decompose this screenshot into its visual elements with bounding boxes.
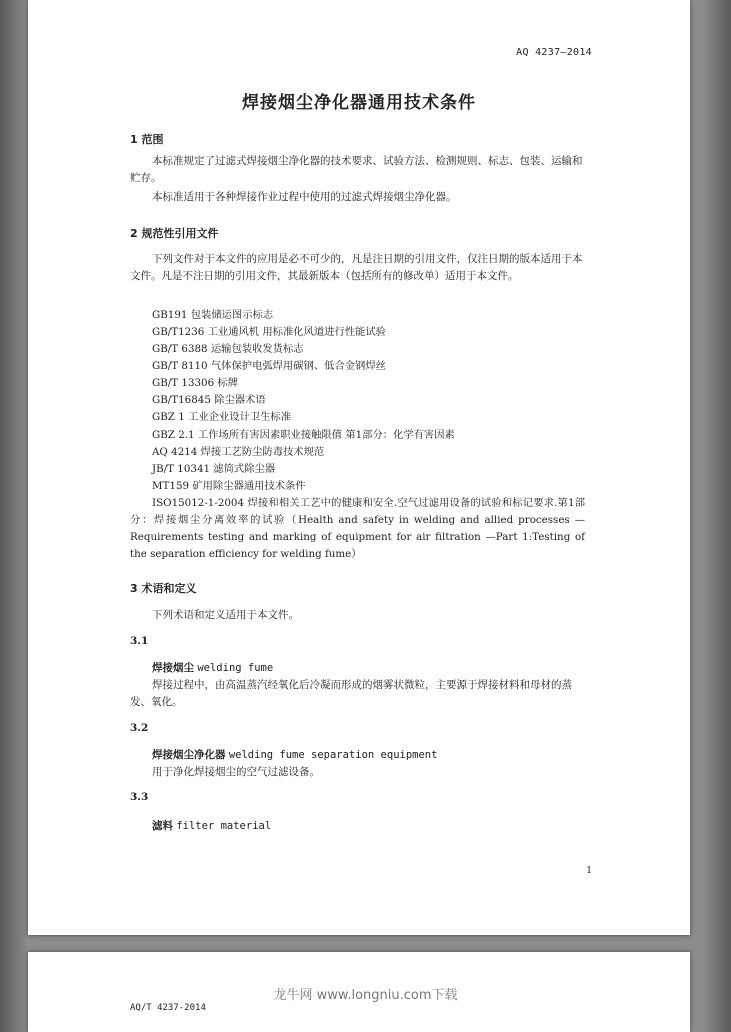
section-3-heading: 3 术语和定义 [130,582,197,595]
section-1-paragraph-1: 本标准规定了过滤式焊接烟尘净化器的技术要求、试验方法、检测规则、标志、包装、运输和贮存。 [130,155,583,184]
reference-item: GB/T1236 工业通风机 用标准化风道进行性能试验 [152,326,386,338]
document-title: 焊接烟尘净化器通用技术条件 [242,93,476,113]
term-3-1-definition: 焊接过程中，由高温蒸汽经氧化后冷凝而形成的烟雾状微粒，主要源于焊接材料和母材的蒸发、氧化。 [130,679,572,708]
reference-item: GB/T 8110 气体保护电弧焊用碳钢、低合金钢焊丝 [152,360,386,372]
section-3-intro: 下列术语和定义适用于本文件。 [152,609,299,621]
term-3-3-title [152,818,271,833]
section-1-heading: 1 范围 [130,133,164,146]
term-3-1-number: 3.1 [130,635,149,647]
page-number: 1 [586,866,592,876]
reference-iso: ISO15012-1-2004 焊接和相关工艺中的健康和安全.空气过滤用设备的试验和标记要求.第1部分：焊接烟尘分离效率的试验（Health and safety in welding and allied processes — Requirements testing and marking of equipment for air filtration —Part 1:Testing of the separation efficiency for welding fume） [130,497,585,560]
section-1-paragraph-2: 本标准适用于各种焊接作业过程中使用的过滤式焊接烟尘净化器。 [152,191,457,203]
reference-item: MT159 矿用除尘器通用技术条件 [152,480,306,492]
term-3-3-number: 3.3 [130,791,149,803]
term-3-1-en: welding fume [197,662,274,674]
watermark-text: 龙牛网 www.longniu.com下载 [273,988,458,1003]
term-3-2-zh: 焊接烟尘净化器 [152,749,226,761]
reference-item: JB/T 10341 滤筒式除尘器 [152,463,276,475]
reference-item: GB/T 13306 标牌 [152,377,239,389]
reference-item: AQ 4214 焊接工艺防尘防毒技术规范 [152,446,325,458]
term-3-2-number: 3.2 [130,722,149,734]
section-2-heading: 2 规范性引用文件 [130,227,219,240]
section-2-paragraph-1: 下列文件对于本文件的应用是必不可少的，凡是注日期的引用文件，仅注日期的版本适用于本文件。凡是不注日期的引用文件，其最新版本（包括所有的修改单）适用于本文件。 [130,253,583,282]
term-3-2-en: welding fume separation equipment [228,749,438,761]
reference-item: GB/T16845 除尘器术语 [152,394,266,406]
term-3-1-zh: 焊接烟尘 [152,662,194,674]
page-2-document-code: AQ/T 4237-2014 [130,1003,206,1013]
term-3-3-zh: 滤料 [152,820,173,832]
reference-item: GB/T 6388 运输包装收发货标志 [152,343,304,355]
document-page-1 [28,0,690,935]
term-3-2-title [152,747,437,762]
reference-item: GBZ 1 工业企业设计卫生标准 [152,411,292,423]
document-code: AQ 4237—2014 [516,47,592,58]
term-3-1-title [152,660,273,675]
reference-item: GBZ 2.1 工作场所有害因素职业接触限值 第1部分：化学有害因素 [152,429,455,441]
reference-item: GB191 包装储运图示标志 [152,309,274,321]
term-3-2-definition: 用于净化焊接烟尘的空气过滤设备。 [152,766,320,778]
term-3-3-en: filter material [176,820,272,832]
